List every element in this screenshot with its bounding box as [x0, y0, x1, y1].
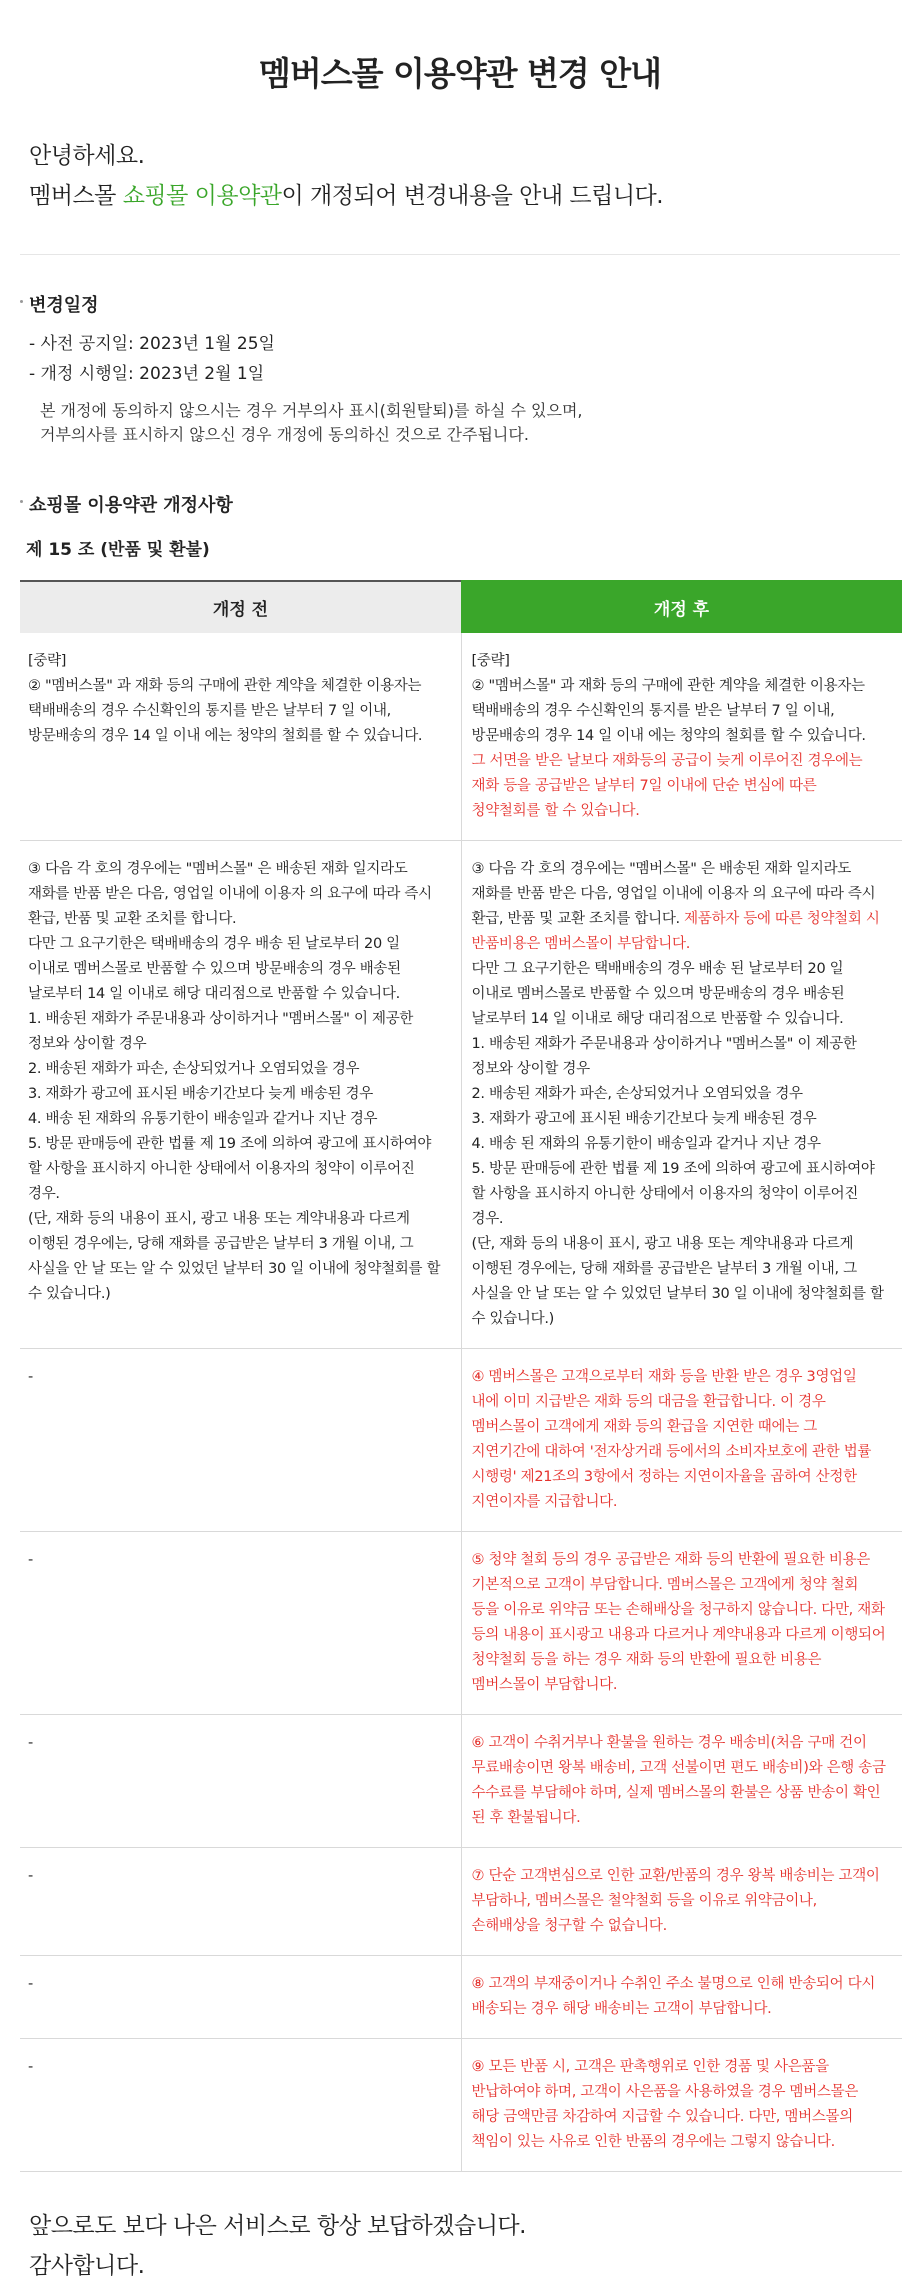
clause-text: 1. 배송된 재화가 주문내용과 상이하거나 "멤버스몰" 이 제공한	[28, 1011, 414, 1027]
page-title: 멤버스몰 이용약관 변경 안내	[258, 54, 661, 93]
clause-text: 2. 배송된 재화가 파손, 손상되었거나 오염되었을 경우	[28, 1061, 360, 1077]
clause-text: 재화를 반품 받은 다음, 영업일 이내에 이용자 의 요구에 따라 즉시	[471, 886, 876, 902]
clause-text: 1. 배송된 재화가 주문내용과 상이하거나 "멤버스몰" 이 제공한	[471, 1036, 857, 1052]
clause-line	[472, 1107, 893, 1132]
clause-line	[472, 1548, 893, 1573]
clause-text: (단, 재화 등의 내용이 표시, 광고 내용 또는 계약내용과 다르게	[28, 1211, 410, 1227]
table-header-row	[20, 581, 902, 633]
column-before-header: 개정 전	[20, 581, 461, 633]
cell-before	[20, 633, 461, 841]
clause-text: 수수료를 부담해야 하며, 실제 멤버스몰의 환불은 상품 반송이 확인	[471, 1785, 881, 1801]
clause-text: ③ 다음 각 호의 경우에는 "멤버스몰" 은 배송된 재화 일지라도	[28, 861, 408, 877]
table-row	[20, 1848, 902, 1956]
divider	[20, 254, 900, 255]
clause-line	[472, 1182, 893, 1207]
clause-text: [중략]	[471, 653, 510, 669]
clause-line	[28, 1731, 449, 1756]
clause-text: 지연기간에 대하여 '전자상거래 등에서의 소비자보호에 관한 법률	[471, 1444, 872, 1460]
article-title: 제 15 조 (반품 및 환불)	[26, 540, 210, 560]
clause-line	[472, 1232, 893, 1257]
clause-text: 청약철회 등을 하는 경우 재화 등의 반환에 필요한 비용은	[471, 1652, 822, 1668]
clause-text: 5. 방문 판매등에 관한 법률 제 19 조에 의하여 광고에 표시하여야	[471, 1161, 875, 1177]
clause-line	[28, 1257, 449, 1282]
clause-line	[472, 774, 893, 799]
clause-line	[472, 1415, 893, 1440]
clause-line	[472, 1007, 893, 1032]
policy-heading: 쇼핑몰 이용약관 개정사항	[0, 491, 920, 517]
clause-text: 5. 방문 판매등에 관한 법률 제 19 조에 의하여 광고에 표시하여야	[28, 1136, 432, 1152]
clause-text: [중략]	[28, 653, 67, 669]
clause-text: ④ 멤버스몰은 고객으로부터 재화 등을 반환 받은 경우 3영업일	[471, 1369, 857, 1385]
table-row	[20, 1956, 902, 2039]
cell-after	[461, 1532, 902, 1715]
clause-line	[472, 724, 893, 749]
clause-line	[472, 1032, 893, 1057]
clause-line	[472, 857, 893, 882]
clause-line	[472, 1781, 893, 1806]
clause-text: 4. 배송 된 재화의 유통기한이 배송일과 같거나 지난 경우	[471, 1136, 821, 1152]
clause-text: 손해배상을 청구할 수 없습니다.	[471, 1918, 667, 1934]
clause-line	[472, 1365, 893, 1390]
cell-before	[20, 2039, 461, 2172]
consent-notice-line: 거부의사를 표시하지 않으신 경우 개정에 동의하신 것으로 간주됩니다.	[40, 425, 529, 444]
clause-text: 부담하나, 멤버스몰은 철약철회 등을 이유로 위약금이나,	[471, 1893, 817, 1909]
clause-text: 수 있습니다.)	[471, 1311, 555, 1327]
clause-text: 날로부터 14 일 이내로 해당 대리점으로 반품할 수 있습니다.	[471, 1011, 844, 1027]
cell-before	[20, 1956, 461, 2039]
comparison-table	[20, 580, 902, 2172]
cell-after	[461, 633, 902, 841]
consent-notice	[0, 389, 920, 447]
clause-line	[28, 907, 449, 932]
table-row	[20, 2039, 902, 2172]
clause-line	[28, 699, 449, 724]
clause-line	[28, 957, 449, 982]
cell-before	[20, 1715, 461, 1848]
clause-line	[28, 857, 449, 882]
clause-line	[472, 1440, 893, 1465]
clause-text: 된 후 환불됩니다.	[471, 1810, 581, 1826]
clause-text: 멤버스몰이 부담합니다.	[471, 1677, 618, 1693]
clause-line	[472, 1889, 893, 1914]
clause-text: 시행령' 제21조의 3항에서 정하는 지연이자율을 곱하여 산정한	[471, 1469, 857, 1485]
comparison-rows	[20, 633, 902, 2172]
clause-line	[472, 1598, 893, 1623]
schedule-list	[0, 317, 920, 389]
clause-line	[472, 1307, 893, 1332]
table-row	[20, 1349, 902, 1532]
clause-text: -	[28, 1735, 33, 1751]
clause-text: 배송되는 경우 해당 배송비는 고객이 부담합니다.	[471, 2001, 772, 2017]
consent-notice-line: 본 개정에 동의하지 않으시는 경우 거부의사 표시(회원탈퇴)를 하실 수 있으며,	[40, 401, 583, 420]
clause-text: 3. 재화가 광고에 표시된 배송기간보다 늦게 배송된 경우	[471, 1111, 817, 1127]
clause-line	[472, 1731, 893, 1756]
clause-line	[28, 1107, 449, 1132]
clause-line	[28, 649, 449, 674]
clause-line	[28, 1182, 449, 1207]
clause-line	[472, 649, 893, 674]
clause-text-changed: 제품하자 등에 따른 청약철회 시	[684, 911, 880, 927]
clause-text: 이행된 경우에는, 당해 재화를 공급받은 날부터 3 개월 이내, 그	[471, 1261, 857, 1277]
clause-line	[28, 1365, 449, 1390]
clause-line	[472, 1914, 893, 1939]
clause-line	[28, 932, 449, 957]
closing	[0, 2172, 920, 2286]
cell-after	[461, 1848, 902, 1956]
clause-line	[472, 1623, 893, 1648]
clause-text: 방문배송의 경우 14 일 이내 에는 청약의 철회를 할 수 있습니다.	[471, 728, 866, 744]
clause-line	[28, 1232, 449, 1257]
clause-line	[472, 982, 893, 1007]
clause-line	[472, 1465, 893, 1490]
clause-line	[472, 1157, 893, 1182]
greeting	[0, 100, 920, 216]
clause-text: 청약철회를 할 수 있습니다.	[471, 803, 640, 819]
clause-text: ⑥ 고객이 수취거부나 환불을 원하는 경우 배송비(처음 구매 건이	[471, 1735, 867, 1751]
clause-line	[472, 2055, 893, 2080]
cell-before	[20, 1349, 461, 1532]
clause-text: 그 서면을 받은 날보다 재화등의 공급이 늦게 이루어진 경우에는	[471, 753, 863, 769]
table-row	[20, 1532, 902, 1715]
schedule-section	[0, 291, 920, 447]
clause-text: 내에 이미 지급받은 재화 등의 대금을 환급합니다. 이 경우	[471, 1394, 826, 1410]
clause-text: 3. 재화가 광고에 표시된 배송기간보다 늦게 배송된 경우	[28, 1086, 373, 1102]
clause-line	[28, 1082, 449, 1107]
cell-after	[461, 1956, 902, 2039]
clause-line	[472, 2105, 893, 2130]
cell-after	[461, 841, 902, 1349]
clause-text: ⑨ 모든 반품 시, 고객은 판촉행위로 인한 경품 및 사은품을	[471, 2059, 829, 2075]
schedule-item-notice-date: - 사전 공지일: 2023년 1월 25일	[29, 334, 275, 354]
clause-text: 멤버스몰이 고객에게 재화 등의 환급을 지연한 때에는 그	[471, 1419, 817, 1435]
clause-line	[472, 1490, 893, 1515]
table-row	[20, 841, 902, 1349]
clause-line	[472, 1390, 893, 1415]
clause-line	[472, 1997, 893, 2022]
clause-text: 날로부터 14 일 이내로 해당 대리점으로 반품할 수 있습니다.	[28, 986, 400, 1002]
clause-line	[472, 799, 893, 824]
clause-line	[28, 724, 449, 749]
clause-line	[472, 1573, 893, 1598]
clause-text: ⑦ 단순 고객변심으로 인한 교환/반품의 경우 왕복 배송비는 고객이	[471, 1868, 880, 1884]
clause-line	[28, 882, 449, 907]
clause-line	[472, 749, 893, 774]
clause-text: 사실을 안 날 또는 알 수 있었던 날부터 30 일 이내에 청약철회를 할	[471, 1286, 884, 1302]
clause-text: 사실을 안 날 또는 알 수 있었던 날부터 30 일 이내에 청약철회를 할	[28, 1261, 441, 1277]
clause-text: 다만 그 요구기한은 택배배송의 경우 배송 된 날로부터 20 일	[471, 961, 844, 977]
policy-section	[0, 491, 920, 2172]
cell-after	[461, 2039, 902, 2172]
closing-line2: 감사합니다.	[29, 2253, 145, 2279]
clause-text: 이내로 멤버스몰로 반품할 수 있으며 방문배송의 경우 배송된	[28, 961, 401, 977]
clause-text: 반납하여야 하며, 고객이 사은품을 사용하였을 경우 멤버스몰은	[471, 2084, 859, 2100]
clause-text: 이내로 멤버스몰로 반품할 수 있으며 방문배송의 경우 배송된	[471, 986, 845, 1002]
clause-line	[472, 2130, 893, 2155]
clause-line	[472, 882, 893, 907]
clause-text: 경우.	[471, 1211, 504, 1227]
clause-text: 다만 그 요구기한은 택배배송의 경우 배송 된 날로부터 20 일	[28, 936, 400, 952]
cell-after	[461, 1349, 902, 1532]
clause-line	[28, 1207, 449, 1232]
clause-text: 할 사항을 표시하지 아니한 상태에서 이용자의 청약이 이루어진	[28, 1161, 415, 1177]
clause-line	[472, 1132, 893, 1157]
clause-text: -	[28, 1369, 33, 1385]
table-row	[20, 1715, 902, 1848]
clause-text: 해당 금액만큼 차감하여 지급할 수 있습니다. 다만, 멤버스몰의	[471, 2109, 853, 2125]
clause-text: -	[28, 1976, 33, 1992]
terms-highlight: 쇼핑몰 이용약관	[122, 183, 282, 209]
clause-text: 기본적으로 고객이 부담합니다. 멤버스몰은 고객에게 청약 철회	[471, 1577, 859, 1593]
clause-line	[472, 1057, 893, 1082]
clause-text: 등을 이유로 위약금 또는 손해배상을 청구하지 않습니다. 다만, 재화	[471, 1602, 885, 1618]
clause-line	[472, 1864, 893, 1889]
clause-line	[28, 1057, 449, 1082]
clause-text: 4. 배송 된 재화의 유통기한이 배송일과 같거나 지난 경우	[28, 1111, 378, 1127]
clause-line	[28, 1282, 449, 1307]
clause-line	[28, 2055, 449, 2080]
clause-text: (단, 재화 등의 내용이 표시, 광고 내용 또는 계약내용과 다르게	[471, 1236, 854, 1252]
clause-text: -	[28, 1868, 33, 1884]
clause-line	[472, 1648, 893, 1673]
greeting-suffix: 이 개정되어 변경내용을 안내 드립니다.	[281, 183, 664, 209]
clause-line	[472, 1207, 893, 1232]
clause-text: 할 사항을 표시하지 아니한 상태에서 이용자의 청약이 이루어진	[471, 1186, 859, 1202]
clause-text: ⑤ 청약 철회 등의 경우 공급받은 재화 등의 반환에 필요한 비용은	[471, 1552, 870, 1568]
clause-line	[472, 2080, 893, 2105]
cell-before	[20, 1532, 461, 1715]
closing-line1: 앞으로도 보다 나은 서비스로 항상 보답하겠습니다.	[29, 2213, 526, 2239]
cell-before	[20, 1848, 461, 1956]
clause-text: 이행된 경우에는, 당해 재화를 공급받은 날부터 3 개월 이내, 그	[28, 1236, 414, 1252]
clause-text: 책임이 있는 사유로 인한 반품의 경우에는 그렇지 않습니다.	[471, 2134, 835, 2150]
clause-text: 무료배송이면 왕복 배송비, 고객 선불이면 편도 배송비)와 은행 송금	[471, 1760, 886, 1776]
clause-line	[472, 1282, 893, 1307]
clause-line	[472, 907, 893, 932]
clause-text: 정보와 상이할 경우	[28, 1036, 147, 1052]
clause-line	[472, 674, 893, 699]
clause-line	[472, 932, 893, 957]
clause-text: 재화 등을 공급받은 날부터 7일 이내에 단순 변심에 따른	[471, 778, 817, 794]
clause-line	[28, 1972, 449, 1997]
clause-text: 택배배송의 경우 수신확인의 통지를 받은 날부터 7 일 이내,	[28, 703, 391, 719]
clause-text: 경우.	[28, 1186, 60, 1202]
clause-text: ⑧ 고객의 부재중이거나 수취인 주소 불명으로 인해 반송되어 다시	[471, 1976, 876, 1992]
clause-text: 정보와 상이할 경우	[471, 1061, 590, 1077]
clause-line	[472, 1082, 893, 1107]
clause-text: 재화를 반품 받은 다음, 영업일 이내에 이용자 의 요구에 따라 즉시	[28, 886, 432, 902]
clause-line	[472, 1673, 893, 1698]
clause-line	[28, 982, 449, 1007]
column-after-header: 개정 후	[461, 581, 902, 633]
clause-text: ② "멤버스몰" 과 재화 등의 구매에 관한 계약을 체결한 이용자는	[471, 678, 865, 694]
clause-text: ② "멤버스몰" 과 재화 등의 구매에 관한 계약을 체결한 이용자는	[28, 678, 422, 694]
clause-line	[28, 1132, 449, 1157]
clause-text: 반품비용은 멤버스몰이 부담합니다.	[471, 936, 691, 952]
clause-text: ③ 다음 각 호의 경우에는 "멤버스몰" 은 배송된 재화 일지라도	[471, 861, 851, 877]
clause-line	[28, 1032, 449, 1057]
clause-text: 등의 내용이 표시광고 내용과 다르거나 계약내용과 다르게 이행되어	[471, 1627, 886, 1643]
clause-text: -	[28, 2059, 33, 2075]
clause-text: 방문배송의 경우 14 일 이내 에는 청약의 철회를 할 수 있습니다.	[28, 728, 423, 744]
table-row	[20, 633, 902, 841]
clause-text: 수 있습니다.)	[28, 1286, 111, 1302]
clause-text: 환급, 반품 및 교환 조치를 합니다.	[28, 911, 237, 927]
greeting-line1: 안녕하세요.	[29, 143, 145, 169]
clause-text: 2. 배송된 재화가 파손, 손상되었거나 오염되었을 경우	[471, 1086, 803, 1102]
clause-line	[472, 957, 893, 982]
clause-line	[472, 1756, 893, 1781]
clause-line	[28, 674, 449, 699]
schedule-item-effective-date: - 개정 시행일: 2023년 2월 1일	[29, 364, 265, 384]
clause-text: 지연이자를 지급합니다.	[471, 1494, 618, 1510]
clause-text: 환급, 반품 및 교환 조치를 합니다.	[471, 911, 685, 927]
cell-after	[461, 1715, 902, 1848]
clause-line	[472, 699, 893, 724]
clause-line	[28, 1864, 449, 1889]
greeting-prefix: 멤버스몰	[29, 183, 123, 209]
schedule-heading: 변경일정	[0, 291, 920, 317]
clause-line	[28, 1007, 449, 1032]
greeting-line2	[29, 176, 920, 216]
clause-text: 택배배송의 경우 수신확인의 통지를 받은 날부터 7 일 이내,	[471, 703, 835, 719]
clause-line	[472, 1972, 893, 1997]
clause-line	[472, 1806, 893, 1831]
cell-before	[20, 841, 461, 1349]
clause-line	[472, 1257, 893, 1282]
clause-line	[28, 1157, 449, 1182]
clause-text: -	[28, 1552, 33, 1568]
clause-line	[28, 1548, 449, 1573]
